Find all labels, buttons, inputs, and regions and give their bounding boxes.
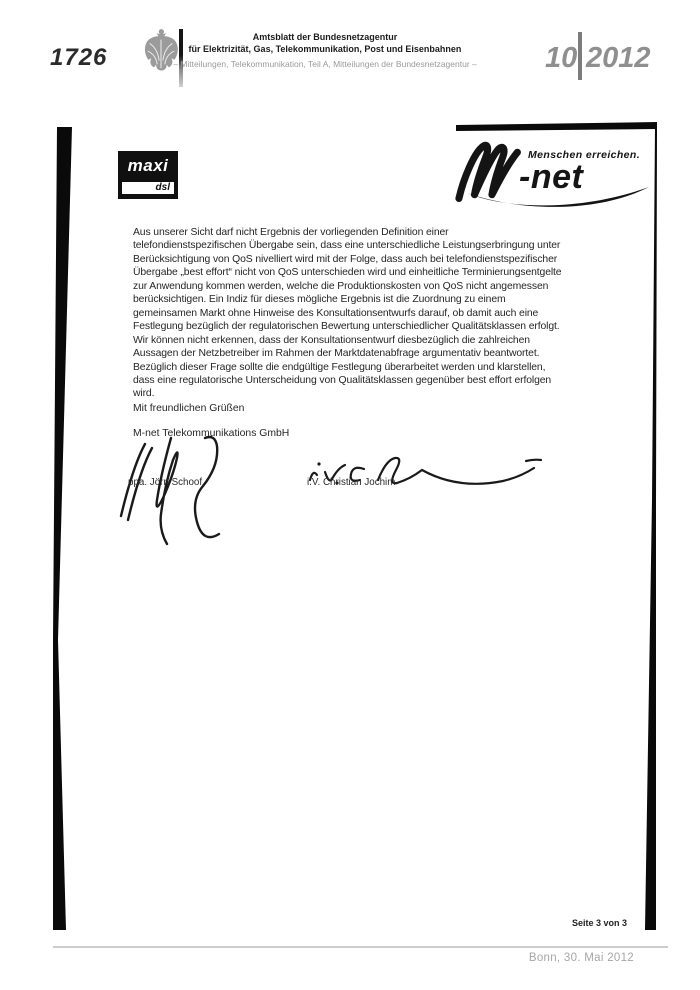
gazette-title-block <box>160 31 490 72</box>
gazette-title-line1: Amtsblatt der Bundesnetzagentur <box>252 32 398 42</box>
signer-name-right: i.V. Christian Jochim <box>307 477 396 488</box>
body-line: telefondienstspezifischen Übergabe sein, dass eine unterschiedliche Leistungserbringung unter <box>133 240 561 252</box>
company-name: M-net Telekommunikations GmbH <box>133 428 290 439</box>
gazette-title-line2: für Elektrizität, Gas, Telekommunikation, Post und Eisenbahnen <box>188 44 462 54</box>
letter-body <box>133 226 613 401</box>
issue-number: 10 <box>545 42 578 74</box>
issue-divider-bar <box>578 32 582 80</box>
scan-edge-top-right <box>456 122 657 131</box>
body-line: dass eine regulatorische Unterscheidung von Qualitätsklassen gegenüber best effort erfolgen <box>133 374 552 386</box>
body-line: Bezüglich dieser Frage sollte die endgültige Festlegung überarbeitet werden und klarstellen, <box>133 361 546 373</box>
maxi-logo-text: maxi <box>127 156 169 175</box>
dsl-logo-text: dsl <box>121 181 175 195</box>
footer-rule <box>53 946 668 948</box>
body-line: gemeinsamen Markt ohne Hinweise des Konsultationsentwurfs darauf, ob damit auch eine <box>133 307 539 319</box>
signature-left <box>113 434 303 549</box>
body-line: Aussagen der Netzbetreiber im Rahmen der Marktdatenabfrage argumentativ beantwortet. <box>133 348 540 360</box>
body-line: Wir können nicht erkennen, dass der Konsultationsentwurf diesbezüglich die zahlreichen <box>133 334 530 346</box>
mnet-swoosh <box>463 184 658 221</box>
body-line: Übergabe „best effort“ nicht von QoS unterschieden wird und einheitliche Terminierungsentgelte <box>133 267 562 279</box>
maxi-dsl-logo <box>118 151 178 199</box>
closing-salutation: Mit freundlichen Grüßen <box>133 403 245 414</box>
body-line: Festlegung bezüglich der regulatorischen Bewertung unterschiedlicher Qualitätsklassen erfolgt. <box>133 321 560 333</box>
gazette-page-number: 1726 <box>50 44 108 71</box>
mnet-tagline: Menschen erreichen. <box>528 149 641 161</box>
gazette-subtitle: – Mitteilungen, Telekommunikation, Teil A, Mitteilungen der Bundesnetzagentur – <box>173 59 477 69</box>
page-indicator: Seite 3 von 3 <box>572 918 628 928</box>
body-line: zur Anwendung kommen werden, welche die Produktionskosten von QoS nicht angemessen <box>133 280 549 292</box>
scan-edge-left <box>53 127 72 930</box>
footer-place-date: Bonn, 30. Mai 2012 <box>528 952 634 964</box>
issue-year: 2012 <box>586 42 651 74</box>
body-line: berücksichtigen. Ein Indiz für dieses mögliche Ergebnis ist die Zuordnung zu einem <box>133 294 506 306</box>
body-line: Aus unserer Sicht darf nicht Ergebnis der vorliegenden Definition einer <box>133 227 449 238</box>
signature-right <box>298 444 550 506</box>
signer-name-left: ppa. Jörn Schoof <box>128 477 203 488</box>
mnet-logo-net: -net <box>519 158 584 196</box>
body-line: Berücksichtigung von QoS nivelliert wird mit der Folge, dass auch bei telefondienstspezifischer <box>133 253 558 265</box>
scan-edge-right <box>645 128 657 930</box>
body-line: wird. <box>133 388 155 400</box>
